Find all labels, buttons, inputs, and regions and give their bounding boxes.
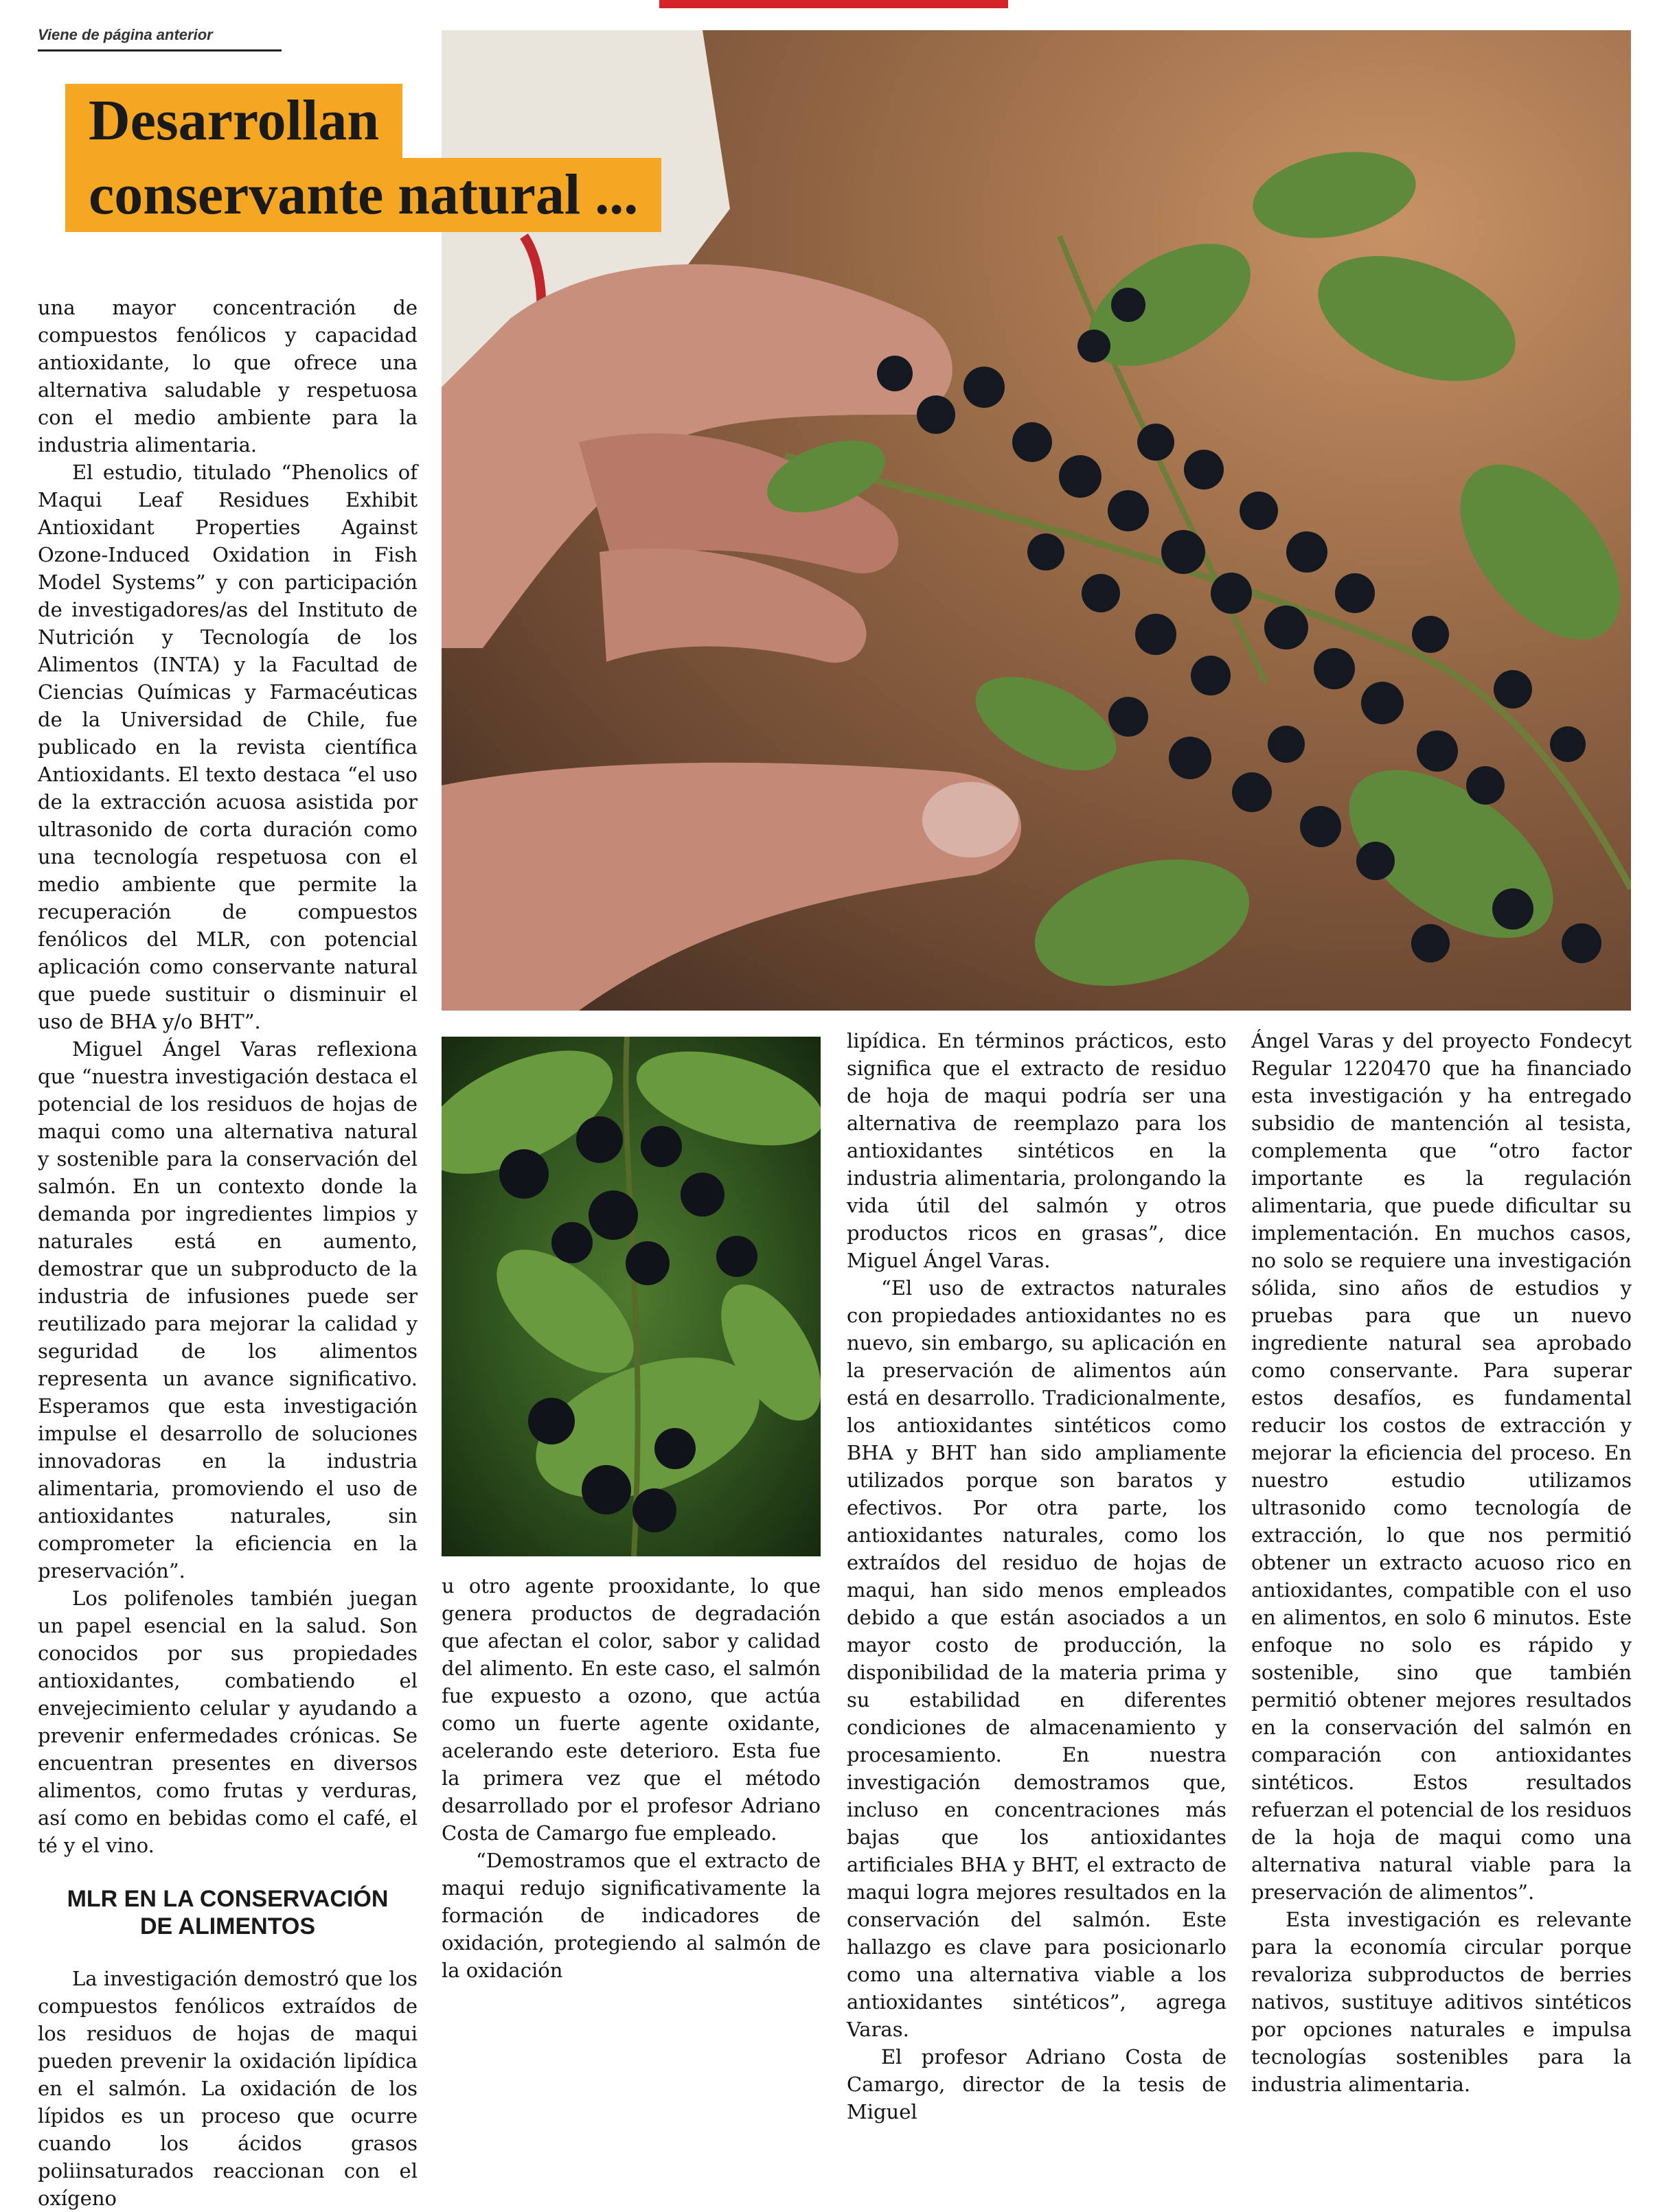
top-red-bar [659, 0, 1008, 8]
subheading-line-2: DE ALIMENTOS [139, 1913, 316, 1939]
subheading-line-1: MLR EN LA CONSERVACIÓN [67, 1886, 389, 1912]
headline [65, 84, 661, 232]
paragraph: Ángel Varas y del proyecto Fondecyt Regular 1220470 que ha financiado esta investigación y ha entregado subsidio de mantención al tesista, complementa que “otro factor importante es la regulación alimentaria, que puede dificultar su implementación. En muchos casos, no solo se requiere una investigación sólida, sino años de estudios y pruebas para que un nuevo ingrediente natural sea aprobado como conservante. Para superar estos desafíos, es fundamental reducir los costos de extracción y mejorar la eficiencia del proceso. En nuestro estudio utilizamos ultrasonido como tecnología de extracción, lo que nos permitió obtener un extracto acuoso rico en antioxidantes, compatible con el uso en alimentos, en solo 6 minutos. Este enfoque no solo es rápido y sostenible, sino que también permitió obtener mejores resultados en la conservación del salmón en comparación con antioxidantes sintéticos. Estos resultados refuerzan el potencial de los residuos de la hoja de maqui como una alternativa natural viable para la preservación de alimentos”. [1251, 1029, 1632, 1904]
paragraph: La investigación demostró que los compuestos fenólicos extraídos de los residuos de hojas de maqui pueden prevenir la oxidación lipídica en el salmón. La oxidación de los lípidos es un proceso que ocurre cuando los ácidos grasos poliinsaturados reaccionan con el oxígeno [38, 1967, 418, 2210]
article-column-2 [442, 1572, 821, 1984]
continued-from-previous-label: Viene de página anterior [38, 26, 282, 51]
paragraph: una mayor concentración de compuestos fenólicos y capacidad antioxidante, lo que ofrece una alternativa saludable y respetuosa con el medio ambiente para la industria alimentaria. [38, 296, 418, 457]
article-column-1 [38, 294, 418, 2212]
paragraph: El estudio, titulado “Phenolics of Maqui Leaf Residues Exhibit Antioxidant Properties Against Ozone-Induced Oxidation in Fish Model Systems” y con participación de investigadores/as del Instituto de Nutrición y Tecnología de los Alimentos (INTA) y la Facultad de Ciencias Químicas y Farmacéuticas de la Universidad de Chile, fue publicado en la revista científica Antioxidants. El texto destaca “el uso de la extracción acuosa asistida por ultrasonido de corta duración como una tecnología respetuosa con el medio ambiente que permite la recuperación de compuestos fenólicos del MLR, con potencial aplicación como conservante natural que puede sustituir o disminuir el uso de BHA y/o BHT”. [38, 461, 418, 1033]
article-column-3 [847, 1027, 1226, 2125]
side-leaves-group [442, 1037, 821, 1526]
paragraph: “Demostramos que el extracto de maqui redujo significativamente la formación de indicadores de oxidación, protegiendo al salmón de la oxidación [442, 1849, 821, 1982]
headline-line-2: conservante natural ... [65, 158, 661, 232]
maqui-berries-on-branch-photo [442, 1037, 821, 1556]
paragraph: Miguel Ángel Varas reflexiona que “nuestra investigación destaca el potencial de los residuos de hojas de maqui como una alternativa natural y sostenible para la conservación del salmón. En un contexto donde la demanda por ingredientes limpios y naturales está en aumento, demostrar que un subproducto de la industria de infusiones puede ser reutilizado para mejorar la calidad y seguridad de los alimentos representa un avance significativo. Esperamos que esta investigación impulse el desarrollo de soluciones innovadoras en la industria alimentaria, promoviendo el uso de antioxidantes naturales, sin comprometer la eficiencia en la preservación”. [38, 1037, 418, 1582]
paragraph: El profesor Adriano Costa de Camargo, director de la tesis de Miguel [847, 2045, 1226, 2123]
thumbnail-shape [922, 782, 1018, 857]
article-column-4 [1251, 1027, 1632, 2098]
paragraph: u otro agente prooxidante, lo que genera productos de degradación que afectan el color, sabor y calidad del alimento. En este caso, el salmón fue expuesto a ozono, que actúa como un fuerte agente oxidante, acelerando este deterioro. Esta fue la primera vez que el método desarrollado por el profesor Adriano Costa de Camargo fue empleado. [442, 1574, 821, 1845]
headline-line-1: Desarrollan [65, 84, 402, 158]
side-photo-illustration [442, 1037, 821, 1556]
paragraph: “El uso de extractos naturales con propiedades antioxidantes no es nuevo, sin embargo, su aplicación en la preservación de alimentos aún está en desarrollo. Tradicionalmente, los antioxidantes sintéticos como BHA y BHT han sido ampliamente utilizados porque son baratos y efectivos. Por otra parte, los antioxidantes naturales, como los extraídos del residuo de hojas de maqui, han sido menos empleados debido a que están asociados a un mayor costo de producción, la disponibilidad de la materia prima y su estabilidad en diferentes condiciones de almacenamiento y procesamiento. En nuestra investigación demostramos que, incluso en concentraciones más bajas que los antioxidantes artificiales BHA y BHT, el extracto de maqui logra mejores resultados en la conservación del salmón. Este hallazgo es clave para posicionarlo como una alternativa viable a los antioxidantes sintéticos”, agrega Varas. [847, 1276, 1226, 2041]
section-subheading [38, 1885, 418, 1940]
paragraph: Los polifenoles también juegan un papel esencial en la salud. Son conocidos por sus propiedades antioxidantes, combatiendo el envejecimiento celular y ayudando a prevenir enfermedades crónicas. Se encuentran presentes en diversos alimentos, como frutas y verduras, así como en bebidas como el café, el té y el vino. [38, 1587, 418, 1857]
paragraph: Esta investigación es relevante para la economía circular porque revaloriza subproductos de berries nativos, sustituye aditivos sintéticos por opciones naturales e impulsa tecnologías sostenibles para la industria alimentaria. [1251, 1908, 1632, 2096]
paragraph: lipídica. En términos prácticos, esto significa que el extracto de residuo de hoja de maqui podría ser una alternativa de reemplazo para los antioxidantes sintéticos en la industria alimentaria, prolongando la vida útil del salmón y otros productos ricos en grasas”, dice Miguel Ángel Varas. [847, 1029, 1226, 1272]
